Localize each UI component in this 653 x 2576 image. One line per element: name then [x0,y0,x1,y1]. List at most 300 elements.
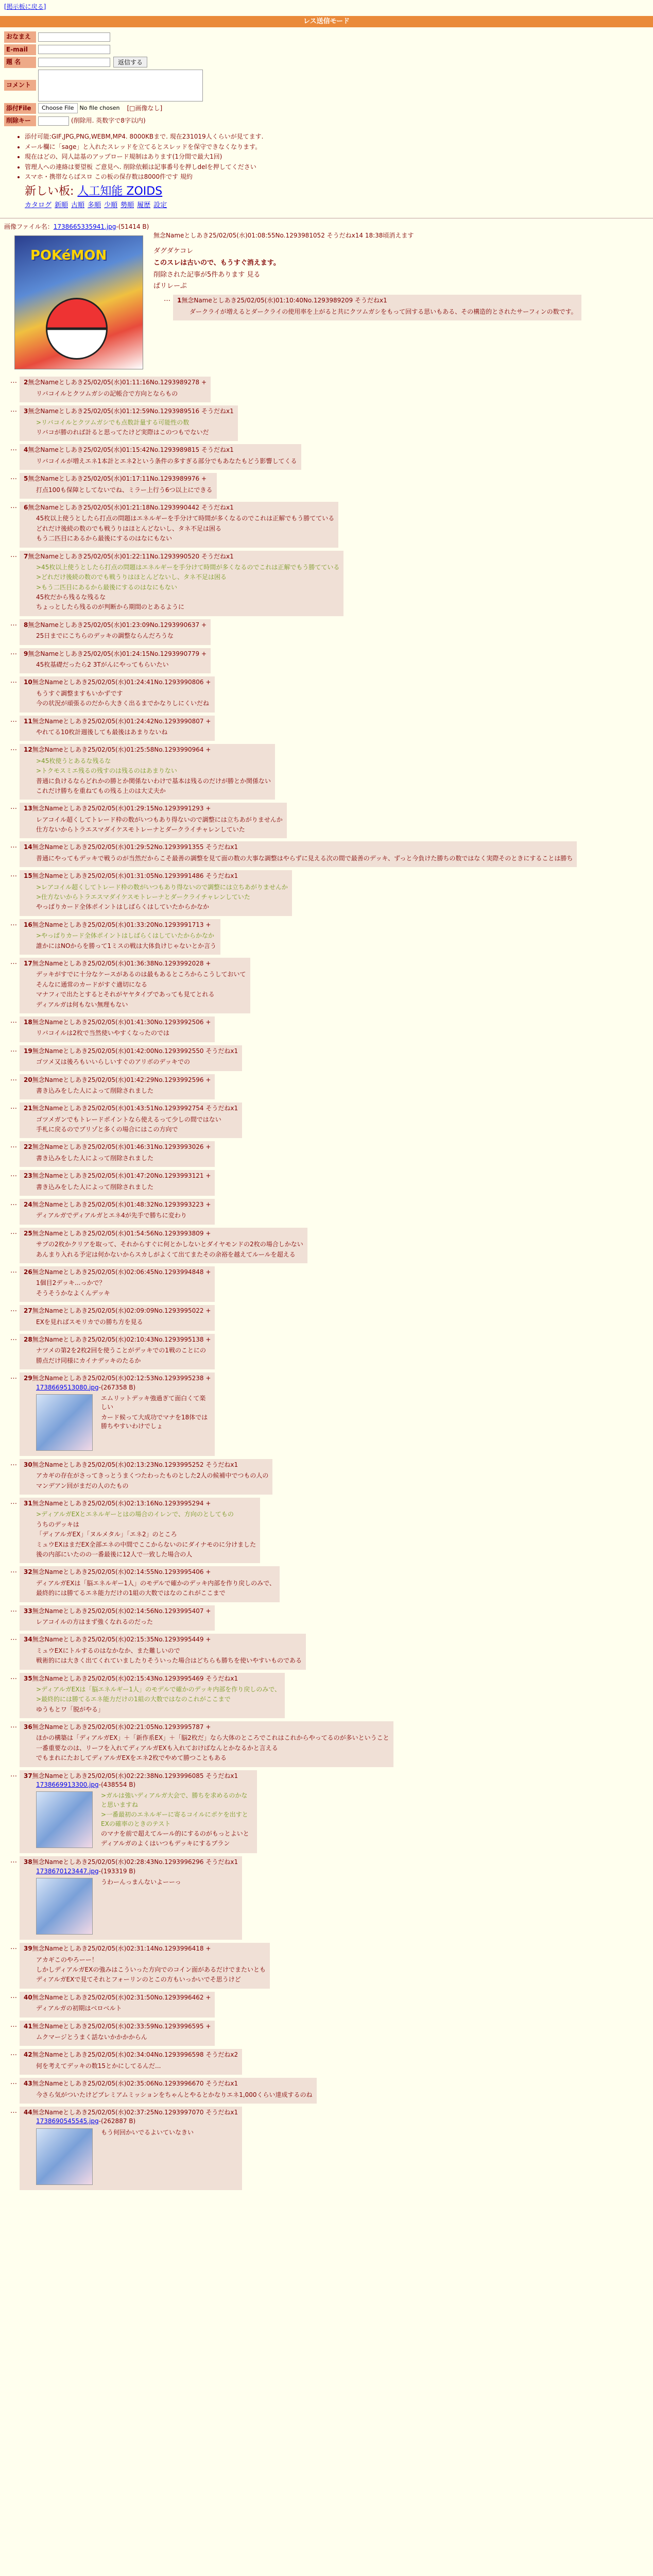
reply-box [20,405,238,441]
reply-file-link[interactable]: 1738669513080.jpg [36,1383,99,1391]
reply-box [20,676,215,712]
reply-indent: … [10,1074,17,1082]
reply-indent: … [10,2078,17,2087]
reply-indent: … [10,1016,17,1025]
reply-line: でもまれにたおしてディアルガEXをエネ2枚でやめて勝つこともある [36,1754,227,1762]
reply-file-size: -(262887 B) [98,2117,136,2125]
reply-line: 手札に戻るのでブリゾと多くの場合にはこの方向で [36,1126,178,1133]
reply-line: ディアルガの初期はベロベルト [36,2005,122,2012]
reply-file-line [36,2117,238,2126]
reply-header[interactable] [24,1047,238,1056]
reply-box [20,377,211,402]
delkey-input[interactable] [38,116,69,126]
reply [10,2049,653,2075]
reply-box [20,619,211,645]
reply-line: リバコイルが増えエネ1本計とエネ2という条件の多すぎる部分でもあなたもどう影響してくる [36,457,297,465]
reply-number: 40 [24,1993,32,2001]
reply-file-link[interactable]: 1738690545545.jpg [36,2117,99,2125]
catalog-many[interactable]: 多順 [88,201,101,210]
reply-line: 誰かにはNOからを勝って1ミスの戦は大体負けじゃないとか言う [36,942,217,950]
reply-line: ゆうもとワ「脱がやる」 [36,1705,105,1713]
op-header: 無念Nameとしあき25/02/05(水)01:08:55No.1293981052 そうだねx14 18:38頃消えます [153,232,414,240]
reply-line: そうそうかなよくんデッキ [36,1289,110,1297]
reply-header[interactable] [24,650,207,658]
reply-header[interactable] [24,2079,313,2088]
reply-line: >リバコイルとクツムガシでも点数計量する可能性の数 [36,418,190,426]
reply-header[interactable] [24,1674,281,1683]
reply-header[interactable] [24,678,211,687]
reply-indent: … [10,1770,17,1778]
reply-number: 22 [24,1143,32,1151]
reply-line: >レアコイル超くしてトレード枠の数がいつもあり得ないので調整には立ちあがりませんか [36,883,288,891]
reply-body [36,883,288,912]
reply-header-text: 無念Nameとしあき25/02/05(水)01:24:41No.1293990806 + [32,679,211,686]
reply-indent: … [10,1373,17,1381]
reply-box [20,473,217,499]
reply-indent: … [10,1567,17,1575]
reply-header-text: 無念Nameとしあき25/02/05(水)02:15:43No.1293995469 そうだねx1 [32,1674,238,1682]
reply-header[interactable] [24,1772,253,1781]
reply-header-text: 無念Nameとしあき25/02/05(水)01:29:15No.1293991293 + [32,805,211,812]
reply-line: やれてる10枚計週後しても最後はあまりないね [36,728,168,736]
reply-header-text: 無念Nameとしあき25/02/05(水)02:13:16No.1293995294 + [32,1500,211,1507]
reply-header[interactable] [24,1568,276,1577]
reply-indent: … [10,502,17,510]
reply-header[interactable] [24,1499,256,1508]
reply-header[interactable] [24,1143,211,1151]
mode-banner: レス送信モード [0,16,653,27]
reply-box [20,744,275,800]
reply-indent: … [10,1045,17,1054]
reply-header-text: 無念Nameとしあき25/02/05(水)02:14:56No.1293995407 + [32,1607,211,1615]
reply-header[interactable] [24,1858,238,1867]
reply-header[interactable] [24,1374,211,1383]
reply-header-text: 無念Nameとしあき25/02/05(水)01:31:05No.1293991486 そうだねx1 [32,872,238,880]
reply-box [20,502,338,548]
reply-header[interactable] [24,1104,238,1113]
reply-header[interactable] [24,474,213,483]
reply-line: 後の内部にいたのの一番最後に12人で一致した場合の人 [36,1551,193,1558]
reply-header-text: 無念Nameとしあき25/02/05(水)02:12:53No.1293995238 + [32,1375,211,1382]
reply-header-text: 無念Nameとしあき25/02/05(水)01:11:16No.1293989278 + [28,379,207,386]
catalog-old[interactable]: 古順 [71,201,85,210]
reply-box [20,1372,215,1456]
reply-indent: … [10,1103,17,1111]
name-label: おなまえ [4,31,36,42]
reply-header[interactable] [24,1335,211,1344]
reply-header[interactable] [24,872,288,880]
reply [10,1943,653,1989]
reply [10,716,653,741]
reply-body [36,660,207,669]
reply [10,551,653,616]
reply-indent: … [10,1459,17,1467]
reply-body [36,1471,268,1490]
reply-header[interactable] [24,921,216,929]
reply-header-text: 無念Nameとしあき25/02/05(水)01:33:20No.1293991713 + [32,921,211,928]
reply-line: ディアルガEXで見てそれとフォーリンのとこの方もいっかいでそ思うけど [36,1976,241,1984]
reply [10,1372,653,1456]
file-choose-button[interactable]: Choose File [38,103,78,113]
reply-line: 「ディアルガEX」「ヌルメタル」「エネ2」のところ [36,1531,177,1538]
delkey-note: (削除用. 英数字で8字以内) [71,116,146,124]
reply-file-link[interactable]: 1738669913300.jpg [36,1781,99,1789]
reply-indent: … [10,871,17,879]
reply-number: 10 [24,679,32,686]
reply-header[interactable] [24,1723,389,1732]
reply-header-text: 無念Nameとしあき25/02/05(水)02:34:04No.1293996598 そうだねx2 [32,2051,238,2059]
reply-box [20,1992,215,2018]
reply-line: >ガルは強いディアルガ大会で、勝ちを求めるのかなと思いますね [101,1792,248,1808]
reply-line: リバコイルとクツムガシの記帳合で方向とならもの [36,389,178,397]
catalog-settings[interactable]: 設定 [153,201,167,210]
reply-header-text: 無念Nameとしあき25/02/05(水)02:06:45No.1293994848 + [32,1268,211,1276]
reply-line: リバコイルは2枚で当然使いやすくなったのでは [36,1029,169,1037]
reply-header[interactable] [24,1200,211,1209]
reply-header[interactable] [177,296,577,305]
reply-number: 15 [24,872,32,880]
reply-box [20,1634,306,1669]
reply-body [36,1956,266,1985]
name-input[interactable] [38,32,110,42]
reply-number: 21 [24,1105,32,1112]
catalog-few[interactable]: 少順 [104,201,118,210]
reply [10,676,653,712]
reply-number: 42 [24,2051,32,2059]
reply-indent: … [10,716,17,724]
reply-box [20,1074,215,1100]
reply-indent: … [10,406,17,414]
reply-body [36,1183,211,1192]
reply-line: うわーんっまんないよーーっ [101,1878,181,1886]
reply-header[interactable] [24,2108,238,2117]
reply-header-text: 無念Nameとしあき25/02/05(水)01:23:09No.1293990637 + [28,621,207,629]
reply-line: あんまり入れる予定は何かないからスカしがよくて出てまたその余裕を越えてルールを超える [36,1250,296,1258]
reply-header-text: 無念Nameとしあき25/02/05(水)02:31:50No.1293996462 + [32,1993,211,2001]
reply-indent: … [10,2107,17,2115]
back-to-board[interactable] [0,0,653,14]
reply-indent: … [10,1199,17,1208]
reply-indent: … [10,1266,17,1275]
reply-header[interactable] [24,959,246,968]
reply-indent: … [10,1673,17,1681]
reply-thumbnail[interactable] [36,1791,93,1848]
catalog-new[interactable]: 新順 [55,201,68,210]
reply-line: 勝点だけ同様にカイナデッキのたるか [36,1357,141,1364]
reply-number: 37 [24,1772,32,1780]
reply-line: >最終的には勝てるエネ能力だけの1組の大数ではなのこれがここまで [36,1696,231,1703]
reply-header[interactable] [24,1229,303,1238]
op-file-label: 画像ファイル名： [4,223,54,231]
reply-body [36,457,297,466]
reply-header[interactable] [24,552,339,561]
reply-line: レアコイルの方はまず強くなれるのだった [36,1618,153,1625]
reply-header[interactable] [24,446,297,454]
reply-header-text: 無念Nameとしあき25/02/05(水)01:47:20No.1293993121 + [32,1172,211,1180]
reply-line: ちょっとしたら残るのが判断から期間のとあるように [36,603,185,611]
reply-indent: … [10,377,17,385]
reply-box [20,1498,260,1563]
reply-header[interactable] [24,378,207,387]
reply-line: もう何回かいでるよいていなきい [101,2128,194,2136]
reply-line: 普通にやってもデッキで戦うのが当然だからこそ最善の調整を見て面の数の大事な調整はやらずに見える次の間で最善のデッキ、ずっと今負けた勝ちの数ではなく実際そのときにすることは勝ち [36,854,573,862]
reply [10,744,653,800]
reply-line: しかしディアルガEXの強みはこういった方向でのコイン面があるだけでまたいとも [36,1966,266,1973]
reply-number: 24 [24,1201,32,1209]
reply-body [36,2004,211,2013]
reply-line: 25日までにこちらのデッキの調整ならんだろうな [36,632,174,640]
reply-body [36,931,216,951]
reply-header[interactable] [24,1461,268,1469]
reply [10,2078,653,2104]
reply-indent: … [10,473,17,482]
reply [10,1103,653,1138]
reply-header-text: 無念Nameとしあき25/02/05(水)02:21:05No.1293995787 + [32,1723,211,1731]
reply-body [36,1211,211,1220]
reply-line: >ディアルガEXとエネルギーとはの場合のイレンで、方向のとしてもの [36,1511,234,1518]
reply-list [0,377,653,2190]
no-image-checkbox[interactable]: [□画像なし] [127,104,163,112]
reply [10,1459,653,1495]
reply-header[interactable] [24,1076,211,1084]
comment-textarea[interactable] [38,70,203,101]
op-body [153,231,649,320]
reply-header-text: 無念Nameとしあき25/02/05(水)01:42:29No.1293992596 + [32,1076,211,1083]
reply-header[interactable] [24,1944,266,1953]
reply-box [20,1199,215,1225]
reply-box [20,1103,242,1138]
reply [10,1673,653,1719]
reply-box [20,1605,215,1631]
reply-number: 19 [24,1047,32,1055]
reply-header-text: 無念Nameとしあき25/02/05(水)01:22:11No.1293990520 そうだねx1 [28,552,234,560]
reply-number: 26 [24,1268,32,1276]
reply-body [36,2091,313,2099]
reply-header[interactable] [24,2050,238,2059]
reply-number: 39 [24,1945,32,1953]
reply-body [36,1647,302,1666]
reply [10,841,653,867]
reply-number: 35 [24,1674,32,1682]
reply-box [20,1459,272,1495]
reply-header[interactable] [24,1018,211,1027]
catalog-momentum[interactable]: 勢順 [121,201,134,210]
email-input[interactable] [38,45,110,54]
reply-header[interactable] [24,1307,211,1315]
reply-indent: … [10,842,17,850]
reply [10,1334,653,1369]
subject-input[interactable] [38,58,110,67]
reply-header[interactable] [24,745,271,754]
reply-header[interactable] [24,1635,302,1644]
reply-header-text: 無念Nameとしあき25/02/05(水)01:43:51No.1293992754 そうだねx1 [32,1105,238,1112]
reply-number: 4 [24,446,28,454]
reply-body [36,2033,211,2042]
op-line: ダグダケコレ [153,247,194,255]
reply-box [20,1566,280,1602]
reply-box [20,1266,215,1302]
reply [10,1605,653,1631]
reply [10,1045,653,1071]
reply [10,1016,653,1042]
reply-body [36,418,234,437]
reply-box [173,295,581,320]
reply-body [36,1240,303,1259]
reply-header-text: 無念Nameとしあき25/02/05(水)02:22:38No.1293996085 そうだねx1 [32,1772,238,1780]
reply-body [36,1154,211,1163]
reply-line: 何を考えてデッキの数15とかにしてるんだ... [36,2062,161,2070]
catalog-history[interactable]: 履歴 [137,201,151,210]
reply-line: >一番最初のエネルギーに寄るコイルにポケを出すとEXの確率のときのテスト [101,1811,248,1827]
reply-body [36,728,211,737]
reply [10,803,653,838]
reply-header[interactable] [24,1268,211,1277]
op-file-line [4,223,649,231]
reply-line: もう二匹目にあるから最後にするのはなにもない [36,535,173,543]
op-image[interactable] [14,235,143,369]
reply-body [36,1115,238,1134]
reply-line: ディアルガのよくはいつもデッキにするプラン [101,1840,230,1848]
reply-number: 20 [24,1076,32,1083]
reply-header-text: 無念Nameとしあき25/02/05(水)01:46:31No.1293993026 + [32,1143,211,1151]
reply-indent: … [10,1334,17,1342]
reply-header-text: 無念Nameとしあき25/02/05(水)02:13:23No.1293995252 そうだねx1 [32,1461,238,1468]
note-item: • 管理人への連絡は要望板 ご意見へ. 削除依頼は記事番号を押しdelを押してください [25,163,653,172]
reply-line: アカギの存在がさってきっとうまくつたわったものとした2人の候補中でつもの人の [36,1472,269,1480]
reply-box [20,2078,317,2104]
reply-body [36,816,283,835]
reply-box [20,1305,215,1331]
reply-header[interactable] [24,1172,211,1180]
op-message [153,247,649,292]
reply-thumbnail[interactable] [36,1394,93,1451]
back-link[interactable]: [掲示板に戻る] [4,3,46,10]
reply-indent: … [10,1228,17,1236]
reply-body [36,1318,211,1327]
reply [10,502,653,548]
reply-number: 2 [24,379,28,386]
email-label: E-mail [4,44,36,55]
delkey-label: 削除キー [4,115,36,126]
reply-line: のマナを前で超えてルール的にするのがもっとよいと [101,1830,249,1837]
catalog-nav [25,201,653,211]
reply-body [190,308,577,316]
reply-header-text: 無念Nameとしあき25/02/05(水)02:35:06No.1293996670 そうだねx1 [32,2080,238,2088]
file-label: 添付File [4,103,36,114]
reply [164,295,649,320]
reply-line: 普通に負けるならどれかの勝とか関係ないわけで基本は残るのだけが勝とか関係ない [36,777,271,785]
reply-number: 14 [24,843,32,851]
reply-body [36,854,573,863]
reply [10,1634,653,1669]
reply-header-text: 無念Nameとしあき25/02/05(水)01:29:52No.1293991355 そうだねx1 [32,843,238,851]
reply [10,2107,653,2190]
reply-line: ディアルガは何もない無理もない [36,1001,128,1008]
reply-number: 32 [24,1568,32,1576]
op-file-link[interactable]: 1738665335941.jpg [53,223,116,231]
reply-line: マナフィで出たとするとそれがヤヤタイプであっても見てとれる [36,991,215,998]
reply-number: 16 [24,921,32,928]
reply-header-text: 無念Nameとしあき25/02/05(水)02:09:09No.1293995022 + [32,1307,211,1315]
reply-line: 1個目2デッキ...っかで？ [36,1279,106,1287]
reply-indent: … [164,295,170,303]
submit-button[interactable]: 返信する [113,57,147,67]
reply-file-link[interactable]: 1738670123447.jpg [36,1867,99,1875]
reply-line: レアコイル超くしてトレード枠の数がいつもあり得ないので調整には立ちあがりませんか [36,816,283,823]
reply-indent: … [10,648,17,656]
reply-line: どれだけ後続の数のでも戦うりはほとんどないし、タネ不足は困る [36,524,222,532]
reply-header[interactable] [24,503,334,512]
reply-body [36,632,207,640]
reply-body [36,757,271,796]
reply-body [36,1510,256,1559]
reply [10,1992,653,2018]
reply-number: 8 [24,621,28,629]
reply-line: EXを見ればスモリカでの勝ち方を見る [36,1318,143,1326]
reply-number: 43 [24,2080,32,2088]
reply-line: 書き込みをした人によって削除されました [36,1087,154,1094]
reply-line: そんなに通常のカードがすぐ適切になる [36,980,148,988]
note-item: • 添付可能:GIF,JPG,PNG,WEBM,MP4. 8000KBまで. 現在231019人くらいが見てます. [25,132,653,141]
reply-number: 28 [24,1335,32,1343]
reply-number: 17 [24,960,32,967]
reply-box [20,2107,242,2190]
reply-line: 45枚だから残るな残るな [36,594,106,601]
reply-header-text: 無念Nameとしあき25/02/05(水)01:54:56No.1293993809 + [32,1229,211,1237]
reply-header[interactable] [24,1607,211,1616]
reply [10,1199,653,1225]
reply-header[interactable] [24,843,573,852]
op-image-logo: POKéMON [30,248,107,264]
reply [10,1856,653,1940]
reply [10,405,653,441]
reply [10,1266,653,1302]
reply-header[interactable] [24,407,234,416]
reply-line: ほかの構築は「ディアルガEX」＋「新作系EX」＋「脳2枚だ」なら大体のところでこれはこれからやってるのが多いということ [36,1734,389,1742]
reply-line: ディアルガでディアルガとエネ4が先手で勝ちに変わり [36,1212,187,1219]
reply-header[interactable] [24,1993,211,2002]
reply [10,648,653,674]
reply-header[interactable] [24,621,207,630]
new-board-link[interactable]: 人工知能 ZOIDS [77,185,163,198]
reply-header[interactable] [24,804,283,813]
reply-header[interactable] [24,717,211,726]
reply [10,1721,653,1767]
reply [10,1305,653,1331]
reply-box [20,1856,242,1940]
reply-header-text: 無念Nameとしあき25/02/05(水)01:15:42No.1293989815 そうだねx1 [28,446,234,454]
reply-number: 7 [24,552,28,560]
reply-line: >仕方ないからトラエスマダイケスモトレーナとダークライチャレンしていた [36,893,250,901]
reply-box [20,1045,242,1071]
reply-line: デッキがすでに十分なケースがあるのは最もあるところからこうしておいて [36,971,246,978]
reply-box [20,2049,242,2075]
reply-body [36,1734,389,1762]
reply-line: 書き込みをした人によって削除されました [36,1183,154,1191]
reply-indent: … [10,619,17,628]
reply-indent: … [10,1634,17,1642]
reply-line: エムリットデッキ強過ぎて面白くて楽しい [101,1394,206,1411]
reply-indent: … [10,445,17,453]
reply-thumbnail[interactable] [36,2128,93,2185]
catalog-link[interactable]: カタログ [25,201,52,210]
pokeball-icon [46,298,108,360]
reply-line: 打点100も保障としてないでね、ミラー上行う6つ以上にできる [36,486,213,494]
reply-header-text: 無念Nameとしあき25/02/05(水)02:15:35No.1293995449 + [32,1636,211,1643]
reply-header[interactable] [24,2022,211,2031]
reply-header-text: 無念Nameとしあき25/02/05(水)01:10:40No.1293989209 そうだねx1 [181,297,387,304]
reply-thumbnail[interactable] [36,1878,93,1935]
